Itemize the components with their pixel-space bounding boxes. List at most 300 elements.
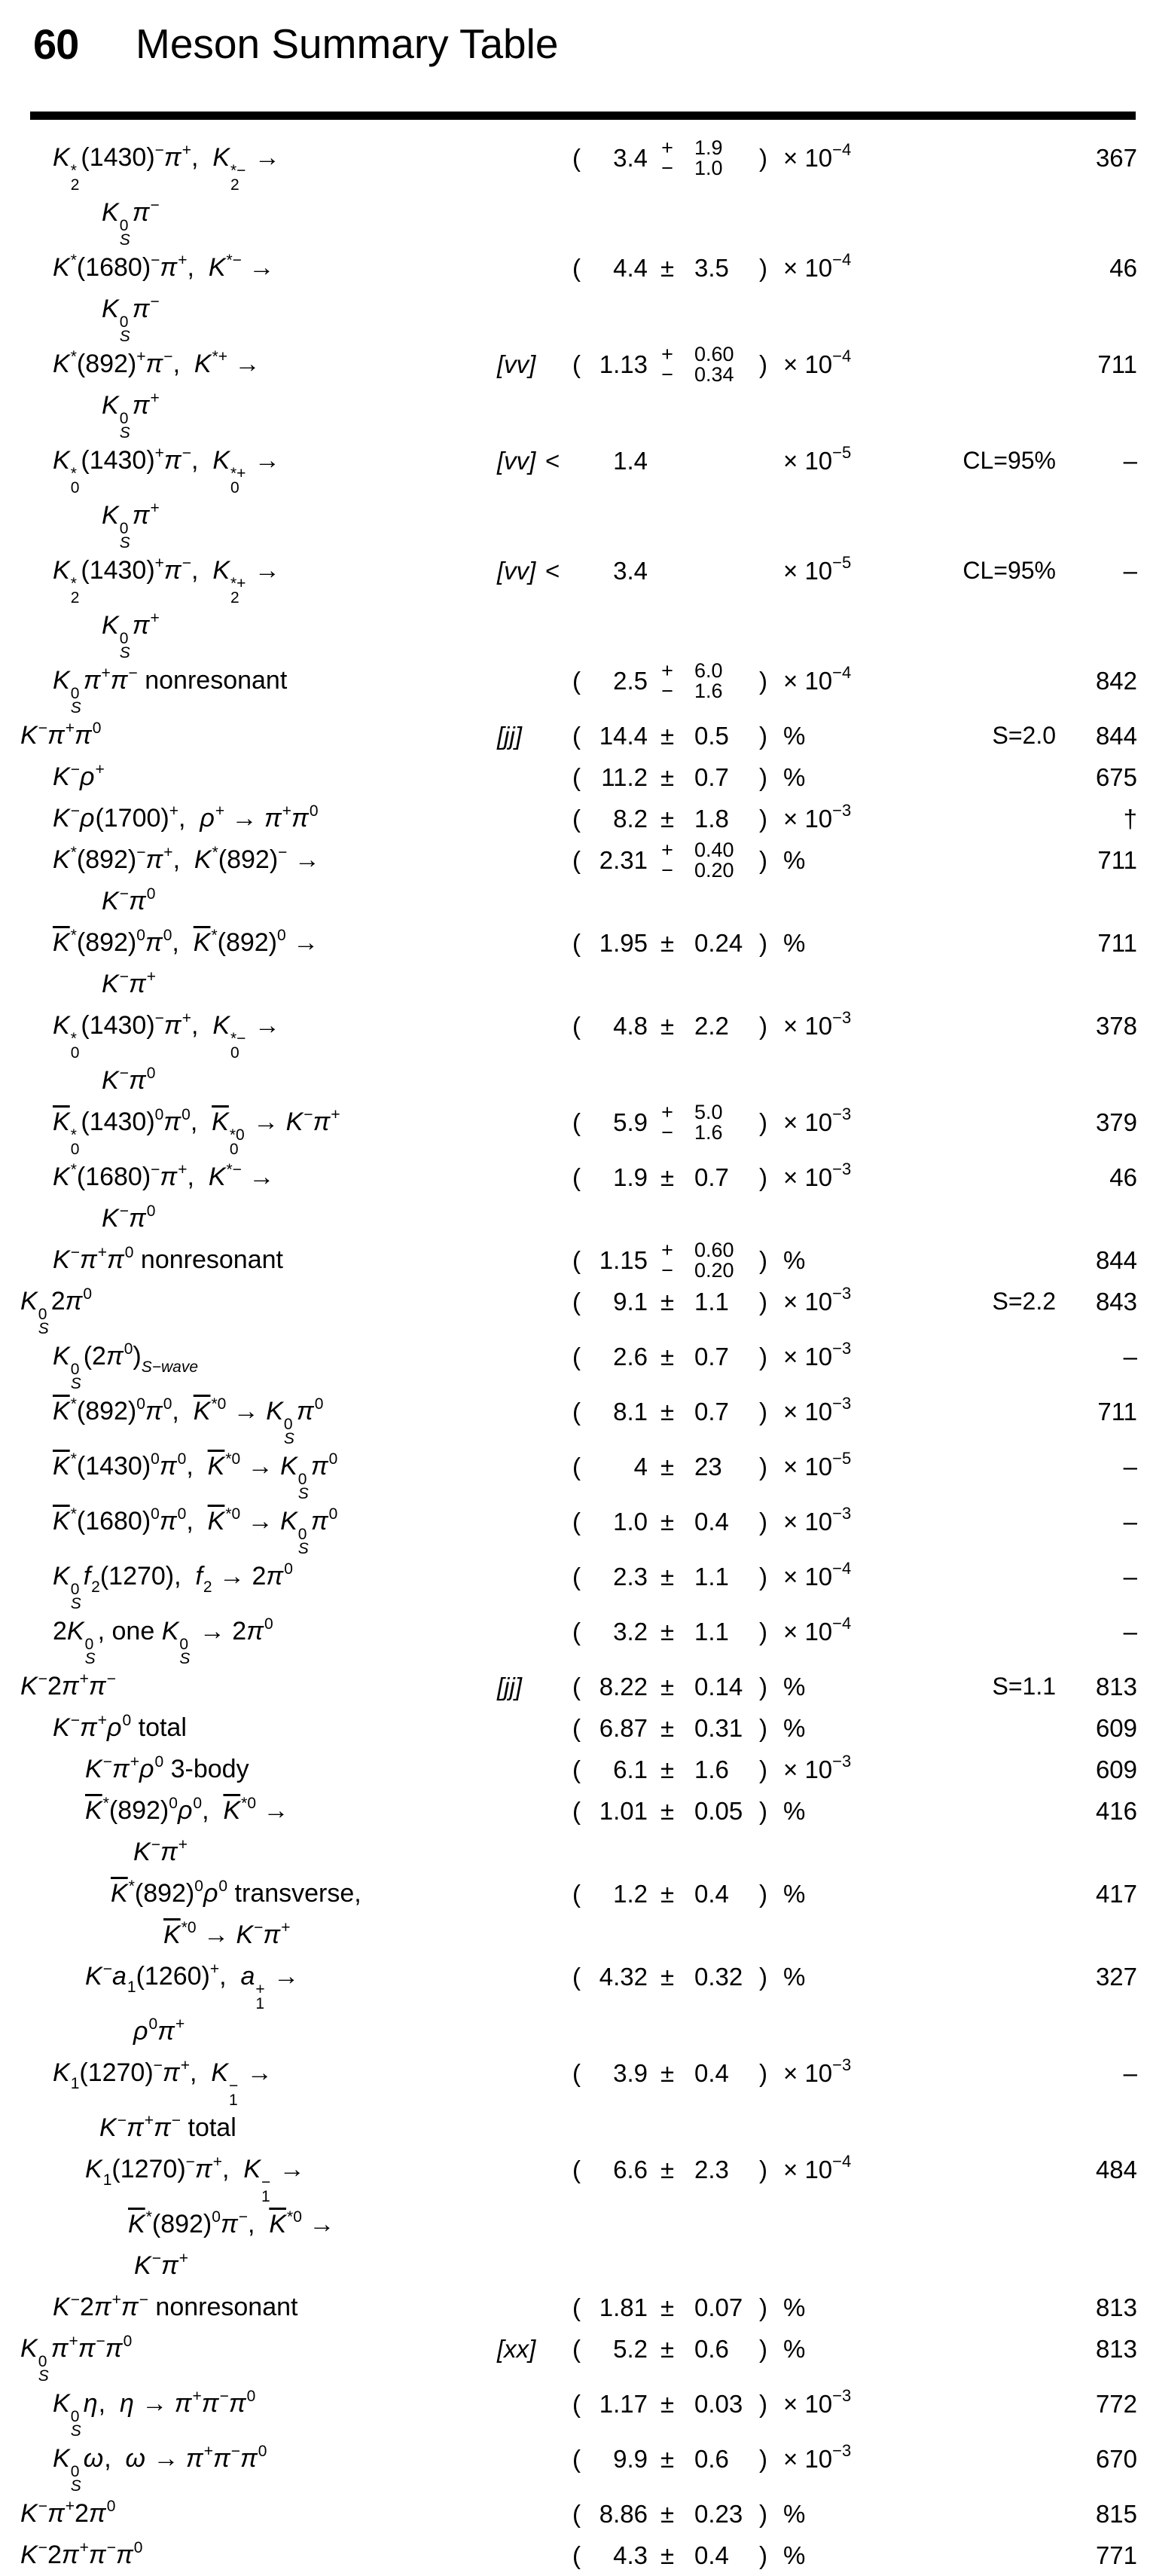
- error-value: 0.07: [694, 2293, 743, 2321]
- branching-value: 8.86: [599, 2500, 648, 2528]
- error-value: 0.32: [694, 1963, 743, 1991]
- momentum-value: –: [1123, 447, 1137, 475]
- open-paren: (: [572, 254, 581, 282]
- decay-mode: $K^-\pi^+\rho^0$ total: [53, 1712, 187, 1742]
- plus-minus-sign: ±: [660, 2390, 675, 2418]
- branching-value: 9.1: [613, 1288, 648, 1316]
- plus-minus-sign: ±: [660, 2156, 675, 2183]
- close-paren: ): [759, 2541, 767, 2569]
- unit-multiplier: %: [783, 763, 806, 791]
- decay-mode: K 0 S η, $\eta \to \pi^+\pi^-\pi^0$: [53, 2388, 256, 2440]
- error-value: 0.4: [694, 2541, 729, 2569]
- momentum-value: 379: [1095, 1108, 1137, 1136]
- unit-multiplier: × $10^{-3}$: [783, 1105, 852, 1136]
- momentum-value: –: [1123, 2059, 1137, 2087]
- plus-minus-sign: ±: [660, 2059, 675, 2087]
- error-value: 1.1: [694, 1563, 729, 1591]
- plus-minus-sign: ±: [660, 1012, 675, 1040]
- asym-error-values: 0.60 0.34: [694, 343, 734, 386]
- branching-value: 6.87: [599, 1714, 648, 1742]
- branching-value: 4.8: [613, 1012, 648, 1040]
- decay-mode: $\overline{K}^*(892)^0\rho^0$ transverse,: [111, 1878, 361, 1908]
- plus-minus-sign: ±: [660, 763, 675, 791]
- unit-multiplier: %: [783, 846, 806, 874]
- scale-or-cl-note: S=2.0: [992, 722, 1056, 749]
- asym-error-signs: + −: [661, 343, 673, 386]
- footnote-tag: [jj]: [497, 722, 522, 750]
- open-paren: (: [572, 1012, 581, 1040]
- close-paren: ): [759, 722, 767, 750]
- close-paren: ): [759, 1163, 767, 1191]
- close-paren: ): [759, 2059, 767, 2087]
- open-paren: (: [572, 1963, 581, 1991]
- momentum-value: –: [1123, 1343, 1137, 1371]
- plus-minus-sign: ±: [660, 2445, 675, 2473]
- close-paren: ): [759, 2500, 767, 2528]
- asym-error-signs: + −: [661, 839, 673, 882]
- table-row: [0, 247, 1150, 344]
- open-paren: (: [572, 2293, 581, 2321]
- branching-value: 14.4: [599, 722, 648, 750]
- open-paren: (: [572, 1756, 581, 1783]
- decay-mode-continuation: K−π+: [133, 1836, 188, 1866]
- asym-error-values: 0.40 0.20: [694, 839, 734, 882]
- momentum-value: 711: [1097, 1398, 1137, 1426]
- table-row: [0, 1666, 1150, 1707]
- table-row: [0, 839, 1150, 922]
- table-row: [0, 1501, 1150, 1556]
- asym-error-values: 0.60 0.20: [694, 1239, 734, 1282]
- plus-minus-sign: ±: [660, 1343, 675, 1371]
- decay-mode: K−2π+π−: [20, 1670, 116, 1701]
- momentum-value: 813: [1095, 1673, 1137, 1701]
- decay-mode: $K^-a_1(1260)^+$, a + 1 →: [85, 1960, 300, 2012]
- table-row: [0, 1281, 1150, 1336]
- branching-value: 4.4: [613, 254, 648, 282]
- decay-mode-continuation: $\overline{K}^{*0} \to K^-\pi^+$: [163, 1919, 291, 1949]
- decay-mode-continuation: $\overline{K}^*(892)^0\pi^-$, $\overline{K}^{*0}$ →: [128, 2208, 335, 2238]
- open-paren: (: [572, 350, 581, 378]
- close-paren: ): [759, 805, 767, 833]
- decay-mode: $\overline{K}^*(1680)^0\pi^0$, $\overline{K}^{*0} \to K$ 0 S $\pi^0$: [53, 1505, 338, 1557]
- error-value: 1.1: [694, 1288, 729, 1316]
- error-value: 0.7: [694, 1163, 729, 1191]
- error-value: 2.2: [694, 1012, 729, 1040]
- branching-value: 6.1: [613, 1756, 648, 1783]
- branching-value: 1.15: [599, 1246, 648, 1274]
- branching-value: 4: [633, 1453, 648, 1481]
- scale-or-cl-note: S=2.2: [992, 1288, 1056, 1315]
- unit-multiplier: × $10^{-3}$: [783, 801, 852, 833]
- decay-mode: K*(892)+π−, K*+ →: [53, 348, 261, 378]
- plus-minus-sign: ±: [660, 1163, 675, 1191]
- open-paren: (: [572, 929, 581, 957]
- open-paren: (: [572, 1673, 581, 1701]
- table-row: [0, 2287, 1150, 2328]
- less-than-sign: <: [545, 447, 560, 475]
- branching-value: 8.1: [613, 1398, 648, 1426]
- decay-mode: K * 0 (1430)+π−, K *+ 0 →: [53, 445, 280, 497]
- table-row: [0, 137, 1150, 247]
- momentum-value: †: [1123, 805, 1137, 833]
- scale-or-cl-note: S=1.1: [992, 1673, 1056, 1700]
- close-paren: ): [759, 763, 767, 791]
- close-paren: ): [759, 667, 767, 695]
- unit-multiplier: × $10^{-3}$: [783, 2055, 852, 2087]
- plus-minus-sign: ±: [660, 1797, 675, 1825]
- momentum-value: –: [1123, 1453, 1137, 1481]
- table-row: [0, 1239, 1150, 1281]
- table-row: [0, 2328, 1150, 2383]
- error-value: 0.24: [694, 929, 743, 957]
- branching-value: 2.5: [613, 667, 648, 695]
- momentum-value: 813: [1095, 2293, 1137, 2321]
- decay-mode: $\overline{K}^*(892)^0\pi^0$, $\overline{K}^{*0} \to K$ 0 S $\pi^0$: [53, 1395, 324, 1447]
- close-paren: ): [759, 1797, 767, 1825]
- error-value: 0.4: [694, 1508, 729, 1536]
- table-row: [0, 2535, 1150, 2576]
- branching-value: 1.01: [599, 1797, 648, 1825]
- footnote-tag: [vv]: [497, 557, 536, 585]
- unit-multiplier: × $10^{-3}$: [783, 1008, 852, 1040]
- branching-value: 1.9: [613, 1163, 648, 1191]
- table-row: [0, 440, 1150, 550]
- open-paren: (: [572, 1797, 581, 1825]
- open-paren: (: [572, 805, 581, 833]
- momentum-value: 843: [1095, 1288, 1137, 1316]
- table-row: [0, 2493, 1150, 2535]
- momentum-value: 675: [1095, 763, 1137, 791]
- plus-minus-sign: ±: [660, 2293, 675, 2321]
- unit-multiplier: %: [783, 1880, 806, 1908]
- branching-value: 1.0: [613, 1508, 648, 1536]
- branching-value: 2.3: [613, 1563, 648, 1591]
- branching-value: 1.81: [599, 2293, 648, 2321]
- decay-mode: K 0 S $f_2(1270)$, $f_2 \to 2\pi^0$: [53, 1560, 293, 1612]
- plus-minus-sign: ±: [660, 1288, 675, 1316]
- decay-mode-continuation: $K^-\pi^0$: [102, 1065, 156, 1095]
- table-row: [0, 1873, 1150, 1956]
- branching-value: 3.4: [613, 557, 648, 585]
- decay-mode: K 0 S ω, $\omega \to \pi^+\pi^-\pi^0$: [53, 2443, 267, 2495]
- momentum-value: 670: [1095, 2445, 1137, 2473]
- unit-multiplier: × $10^{-4}$: [783, 250, 852, 282]
- open-paren: (: [572, 1288, 581, 1316]
- momentum-value: –: [1123, 1618, 1137, 1646]
- open-paren: (: [572, 763, 581, 791]
- close-paren: ): [759, 1246, 767, 1274]
- error-value: 1.6: [694, 1756, 729, 1783]
- plus-minus-sign: ±: [660, 1880, 675, 1908]
- open-paren: (: [572, 2541, 581, 2569]
- momentum-value: 711: [1097, 929, 1137, 957]
- decay-mode: $K^-\pi^+2\pi^0$: [20, 2498, 116, 2528]
- open-paren: (: [572, 1563, 581, 1591]
- plus-minus-sign: ±: [660, 722, 675, 750]
- decay-mode-continuation: $K^-\pi^0$: [102, 885, 156, 915]
- unit-multiplier: × $10^{-3}$: [783, 1339, 852, 1371]
- decay-mode: $\overline{K}^*(892)^0\pi^0$, $\overline{K}^*(892)^0$ →: [53, 927, 319, 957]
- error-value: 0.7: [694, 1343, 729, 1371]
- open-paren: (: [572, 1343, 581, 1371]
- asym-error-signs: + −: [661, 659, 673, 702]
- decay-mode: 2K 0 S , one K 0 S → $2\pi^0$: [53, 1615, 273, 1667]
- table-row: [0, 550, 1150, 660]
- close-paren: ): [759, 1508, 767, 1536]
- branching-value: 2.6: [613, 1343, 648, 1371]
- asym-error-values: 5.0 1.6: [694, 1101, 723, 1144]
- footnote-tag: [vv]: [497, 350, 536, 378]
- close-paren: ): [759, 1012, 767, 1040]
- close-paren: ): [759, 1108, 767, 1136]
- plus-minus-sign: ±: [660, 805, 675, 833]
- close-paren: ): [759, 2293, 767, 2321]
- decay-mode-continuation: K 0 S π+: [102, 610, 160, 662]
- open-paren: (: [572, 2156, 581, 2183]
- error-value: 2.3: [694, 2156, 729, 2183]
- momentum-value: –: [1123, 1508, 1137, 1536]
- plus-minus-sign: ±: [660, 1714, 675, 1742]
- close-paren: ): [759, 1398, 767, 1426]
- table-row: [0, 1102, 1150, 1157]
- decay-mode-continuation: K 0 S π+: [102, 390, 160, 442]
- close-paren: ): [759, 1453, 767, 1481]
- decay-mode: K−ρ+: [53, 761, 105, 791]
- table-row: [0, 2383, 1150, 2438]
- branching-value: 8.2: [613, 805, 648, 833]
- unit-multiplier: × $10^{-4}$: [783, 2152, 852, 2183]
- plus-minus-sign: ±: [660, 1756, 675, 1783]
- branching-value: 5.2: [613, 2335, 648, 2363]
- close-paren: ): [759, 2445, 767, 2473]
- branching-value: 1.4: [613, 447, 648, 475]
- plus-minus-sign: ±: [660, 1673, 675, 1701]
- error-value: 0.4: [694, 2059, 729, 2087]
- unit-multiplier: × $10^{-5}$: [783, 553, 852, 585]
- open-paren: (: [572, 1508, 581, 1536]
- open-paren: (: [572, 2390, 581, 2418]
- branching-value: 5.9: [613, 1108, 648, 1136]
- momentum-value: –: [1123, 1563, 1137, 1591]
- decay-mode: $K^-\pi^+\pi^0$: [20, 720, 102, 750]
- plus-minus-sign: ±: [660, 1398, 675, 1426]
- momentum-value: 416: [1095, 1797, 1137, 1825]
- decay-mode: K * 2 (1430)−π+, K *− 2 →: [53, 142, 280, 194]
- decay-mode: $K^-\pi^+\rho^0$ 3-body: [85, 1753, 249, 1783]
- decay-mode-rows: [0, 137, 1150, 2576]
- unit-multiplier: × $10^{-4}$: [783, 140, 852, 172]
- unit-multiplier: × $10^{-4}$: [783, 1559, 852, 1591]
- branching-value: 3.4: [613, 144, 648, 172]
- unit-multiplier: × $10^{-3}$: [783, 1160, 852, 1191]
- open-paren: (: [572, 2500, 581, 2528]
- table-row: [0, 1157, 1150, 1239]
- table-row: [0, 1446, 1150, 1501]
- close-paren: ): [759, 144, 767, 172]
- momentum-value: 484: [1095, 2156, 1137, 2183]
- footnote-tag: [jj]: [497, 1673, 522, 1701]
- close-paren: ): [759, 350, 767, 378]
- momentum-value: 813: [1095, 2335, 1137, 2363]
- plus-minus-sign: ±: [660, 2335, 675, 2363]
- unit-multiplier: × $10^{-3}$: [783, 2386, 852, 2418]
- branching-value: 1.95: [599, 929, 648, 957]
- open-paren: (: [572, 1880, 581, 1908]
- branching-value: 1.17: [599, 2390, 648, 2418]
- momentum-value: 815: [1095, 2500, 1137, 2528]
- error-value: 0.6: [694, 2445, 729, 2473]
- unit-multiplier: × $10^{-3}$: [783, 1752, 852, 1783]
- error-value: 0.05: [694, 1797, 743, 1825]
- table-row: [0, 922, 1150, 1005]
- error-value: 0.23: [694, 2500, 743, 2528]
- table-row: [0, 660, 1150, 715]
- momentum-value: 772: [1095, 2390, 1137, 2418]
- unit-multiplier: %: [783, 1714, 806, 1742]
- momentum-value: 771: [1095, 2541, 1137, 2569]
- error-value: 1.8: [694, 805, 729, 833]
- momentum-value: 844: [1095, 1246, 1137, 1274]
- open-paren: (: [572, 667, 581, 695]
- page-number: 60: [33, 20, 79, 68]
- error-value: 0.4: [694, 1880, 729, 1908]
- close-paren: ): [759, 1714, 767, 1742]
- open-paren: (: [572, 1453, 581, 1481]
- table-row: [0, 756, 1150, 798]
- unit-multiplier: %: [783, 2293, 806, 2321]
- momentum-value: 711: [1097, 846, 1137, 874]
- branching-value: 6.6: [613, 2156, 648, 2183]
- table-row: [0, 2438, 1150, 2493]
- open-paren: (: [572, 1246, 581, 1274]
- table-row: [0, 1611, 1150, 1666]
- unit-multiplier: %: [783, 1797, 806, 1825]
- error-value: 0.7: [694, 763, 729, 791]
- decay-mode-continuation: K 0 S π+: [102, 500, 160, 552]
- momentum-value: 367: [1095, 144, 1137, 172]
- branching-value: 3.2: [613, 1618, 648, 1646]
- plus-minus-sign: ±: [660, 929, 675, 957]
- momentum-value: 609: [1095, 1714, 1137, 1742]
- error-value: 0.7: [694, 1398, 729, 1426]
- plus-minus-sign: ±: [660, 1618, 675, 1646]
- plus-minus-sign: ±: [660, 1963, 675, 1991]
- open-paren: (: [572, 1108, 581, 1136]
- momentum-value: 46: [1109, 254, 1137, 282]
- footnote-tag: [xx]: [497, 2335, 536, 2363]
- table-row: [0, 2052, 1150, 2149]
- table-row: [0, 715, 1150, 756]
- open-paren: (: [572, 1398, 581, 1426]
- error-value: 23: [694, 1453, 722, 1481]
- plus-minus-sign: ±: [660, 1508, 675, 1536]
- asym-error-values: 6.0 1.6: [694, 659, 723, 702]
- unit-multiplier: %: [783, 2335, 806, 2363]
- decay-mode: $K_1(1270)^-\pi^+$, K − 1 →: [85, 2153, 305, 2205]
- open-paren: (: [572, 1618, 581, 1646]
- decay-mode: K 0 S $2\pi^0$: [20, 1285, 93, 1337]
- table-row: [0, 1790, 1150, 1873]
- decay-mode: $\overline{K}$ * 0 $(1430)^0\pi^0$, $\overline{K}$ *0 0 → K−π+: [53, 1106, 340, 1158]
- decay-mode: K*(1680)−π+, K*− →: [53, 252, 275, 282]
- branching-value: 4.3: [613, 2541, 648, 2569]
- open-paren: (: [572, 722, 581, 750]
- unit-multiplier: %: [783, 722, 806, 750]
- table-row: [0, 1707, 1150, 1749]
- decay-mode: K*(892)−π+, K*(892)− →: [53, 844, 320, 874]
- less-than-sign: <: [545, 557, 560, 585]
- asym-error-signs: + −: [661, 136, 673, 179]
- branching-value: 9.9: [613, 2445, 648, 2473]
- branching-value: 1.13: [599, 350, 648, 378]
- close-paren: ): [759, 1343, 767, 1371]
- decay-mode: K 0 S $\pi^+\pi^-\pi^0$: [20, 2333, 133, 2385]
- close-paren: ): [759, 254, 767, 282]
- unit-multiplier: %: [783, 1673, 806, 1701]
- asym-error-signs: + −: [661, 1239, 673, 1282]
- close-paren: ): [759, 1563, 767, 1591]
- decay-mode: $K^-\pi^+\pi^0$ nonresonant: [53, 1244, 283, 1274]
- momentum-value: –: [1123, 557, 1137, 585]
- table-row: [0, 798, 1150, 839]
- open-paren: (: [572, 1714, 581, 1742]
- open-paren: (: [572, 1163, 581, 1191]
- close-paren: ): [759, 2390, 767, 2418]
- error-value: 0.5: [694, 722, 729, 750]
- branching-value: 1.2: [613, 1880, 648, 1908]
- decay-mode-continuation: K 0 S π−: [102, 293, 160, 345]
- decay-mode: $K_1(1270)^-\pi^+$, K − 1 →: [53, 2057, 273, 2109]
- decay-mode: K * 2 (1430)+π−, K *+ 2 →: [53, 555, 280, 607]
- momentum-value: 327: [1095, 1963, 1137, 1991]
- branching-value: 2.31: [599, 846, 648, 874]
- table-row: [0, 1749, 1150, 1790]
- unit-multiplier: × $10^{-4}$: [783, 347, 852, 378]
- decay-mode-continuation: $\rho^0\pi^+$: [133, 2015, 185, 2046]
- close-paren: ): [759, 2335, 767, 2363]
- error-value: 0.14: [694, 1673, 743, 1701]
- momentum-value: 378: [1095, 1012, 1137, 1040]
- decay-mode: $\overline{K}^*(892)^0\rho^0$, $\overline{K}^{*0}$ →: [85, 1795, 289, 1825]
- unit-multiplier: × $10^{-3}$: [783, 1394, 852, 1426]
- decay-mode: K 0 S $(2\pi^0)_{S-wave}$: [53, 1340, 199, 1392]
- unit-multiplier: × $10^{-5}$: [783, 443, 852, 475]
- momentum-value: 711: [1097, 350, 1137, 378]
- unit-multiplier: × $10^{-3}$: [783, 1284, 852, 1316]
- plus-minus-sign: ±: [660, 2500, 675, 2528]
- unit-multiplier: × $10^{-3}$: [783, 2441, 852, 2473]
- open-paren: (: [572, 2059, 581, 2087]
- branching-value: 4.32: [599, 1963, 648, 1991]
- branching-value: 3.9: [613, 2059, 648, 2087]
- momentum-value: 842: [1095, 667, 1137, 695]
- close-paren: ): [759, 1288, 767, 1316]
- momentum-value: 844: [1095, 722, 1137, 750]
- plus-minus-sign: ±: [660, 254, 675, 282]
- open-paren: (: [572, 2445, 581, 2473]
- asym-error-values: 1.9 1.0: [694, 136, 723, 179]
- close-paren: ): [759, 1618, 767, 1646]
- close-paren: ): [759, 1880, 767, 1908]
- open-paren: (: [572, 2335, 581, 2363]
- footnote-tag: [vv]: [497, 447, 536, 475]
- momentum-value: 609: [1095, 1756, 1137, 1783]
- error-value: 0.6: [694, 2335, 729, 2363]
- momentum-value: 46: [1109, 1163, 1137, 1191]
- close-paren: ): [759, 2156, 767, 2183]
- close-paren: ): [759, 846, 767, 874]
- unit-multiplier: %: [783, 1246, 806, 1274]
